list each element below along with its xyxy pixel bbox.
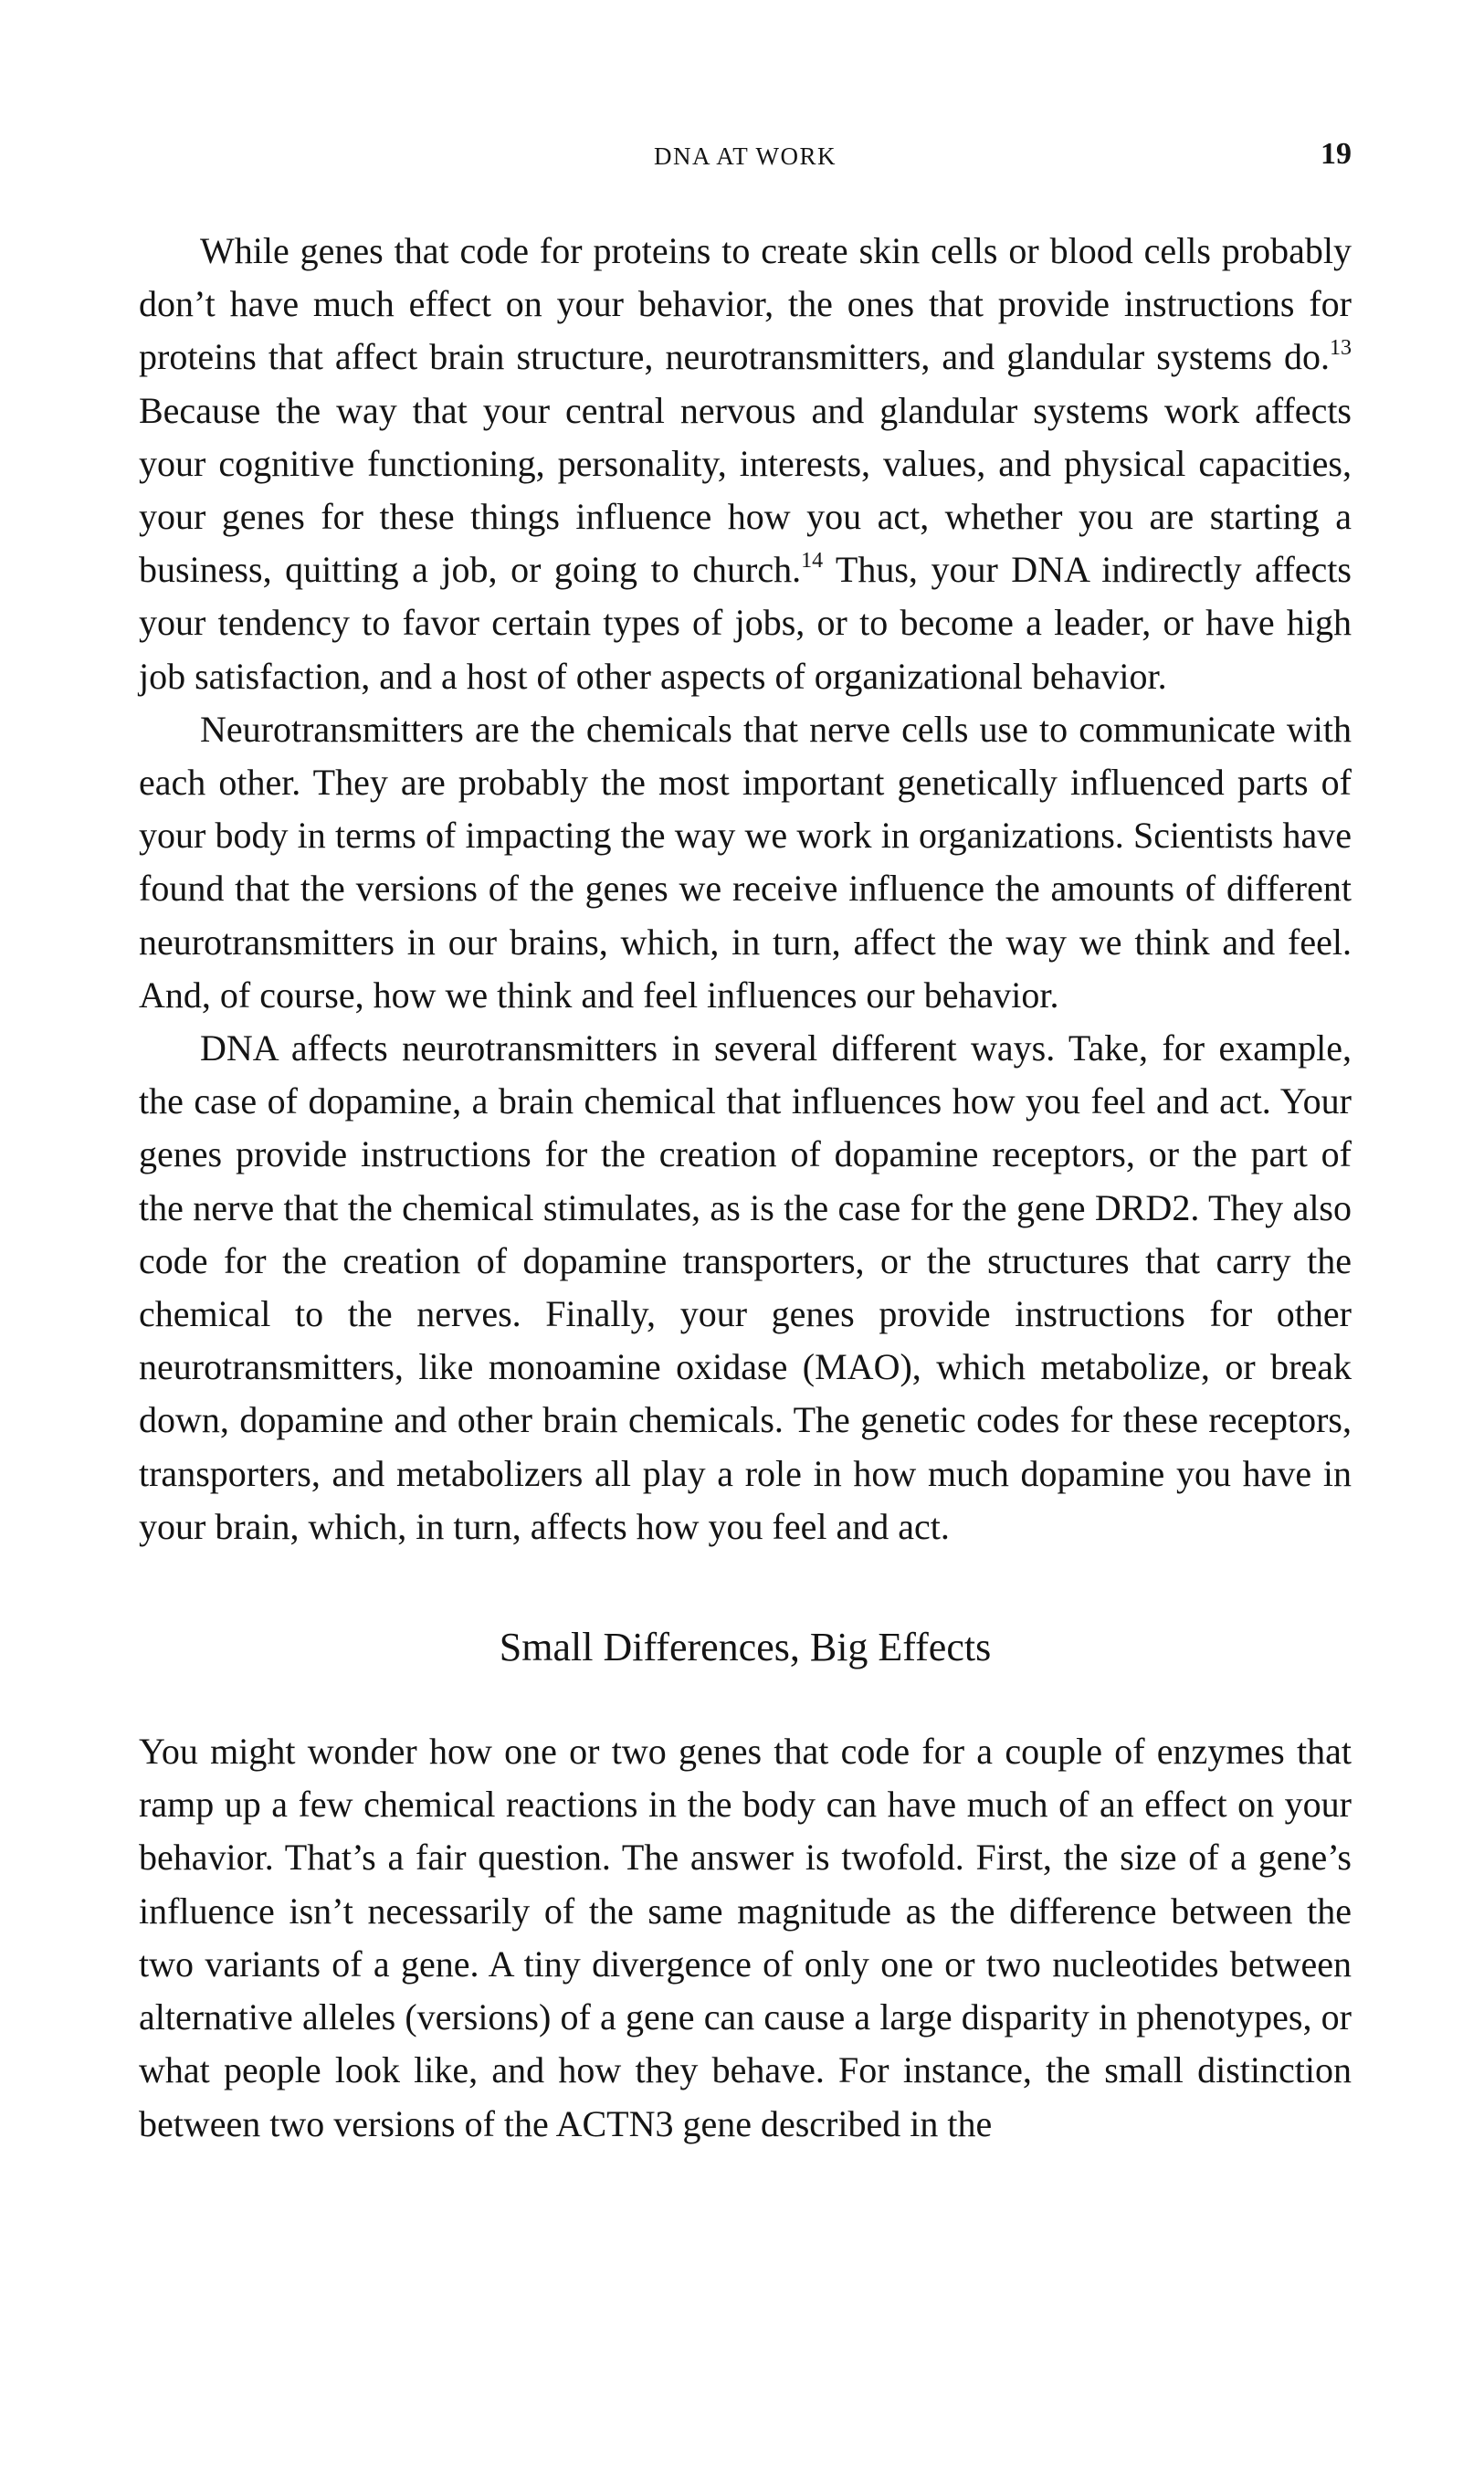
body-text [139, 225, 1352, 2151]
paragraph-4: You might wonder how one or two genes that code for a couple of enzymes that ramp up a few chemical reactions in the body can have much of an effect on your behavior. That’s a fair question. The answer is twofold. First, the size of a gene’s influence isn’t necessarily of the same magnitude as the difference between the two variants of a gene. A tiny divergence of only one or two nucleotides between alternative alleles (versions) of a gene can cause a large disparity in phenotypes, or what people look like, and how they behave. For instance, the small distinction between two versions of the ACTN3 gene described in the [139, 1731, 1352, 2144]
footnote-ref-13: 13 [1330, 336, 1352, 361]
running-head: DNA AT WORK [653, 142, 837, 170]
page-number: 19 [1321, 137, 1352, 171]
page-header [139, 137, 1352, 174]
paragraph-1-part-3: Thus, your DNA indirectly affects your tendency to favor certain types of jobs, or to become a leader, or have high job satisfaction, and a host of other aspects of organizational behavior. [139, 549, 1352, 697]
section-heading: Small Differences, Big Effects [499, 1625, 992, 1670]
paragraph-1 [139, 225, 1352, 703]
paragraph-1-part-2: Because the way that your central nervous and glandular systems work affects your cognitive functioning, personality, interests, values, and physical capacities, your genes for these things influence how you act, whether you are starting a business, quitting a job, or going to church. [139, 389, 1352, 591]
footnote-ref-14: 14 [801, 548, 824, 573]
paragraph-2: Neurotransmitters are the chemicals that nerve cells use to communicate with each other. They are probably the most important genetically influenced parts of your body in terms of impacting the way we work in organizations. Scientists have found that the versions of the genes we receive influence the amounts of different neurotransmitters in our brains, which, in turn, affect the way we think and feel. And, of course, how we think and feel influences our behavior. [139, 708, 1352, 1016]
paragraph-1-part-1: While genes that code for proteins to create skin cells or blood cells probably don’t have much effect on your behavior, the ones that provide instructions for proteins that affect brain structure, neurotransmitters, and glandular systems do. [139, 230, 1352, 378]
paragraph-3: DNA affects neurotransmitters in several different ways. Take, for example, the case of dopamine, a brain chemical that influences how you feel and act. Your genes provide instructions for the creation of dopamine receptors, or the part of the nerve that the chemical stimulates, as is the case for the gene DRD2. They also code for the creation of dopamine transporters, or the structures that carry the chemical to the nerves. Finally, your genes provide instructions for other neurotransmitters, like monoamine oxidase (MAO), which metabolize, or break down, dopamine and other brain chemicals. The genetic codes for these receptors, transporters, and metabolizers all play a role in how much dopamine you have in your brain, which, in turn, affects how you feel and act. [139, 1027, 1352, 1547]
